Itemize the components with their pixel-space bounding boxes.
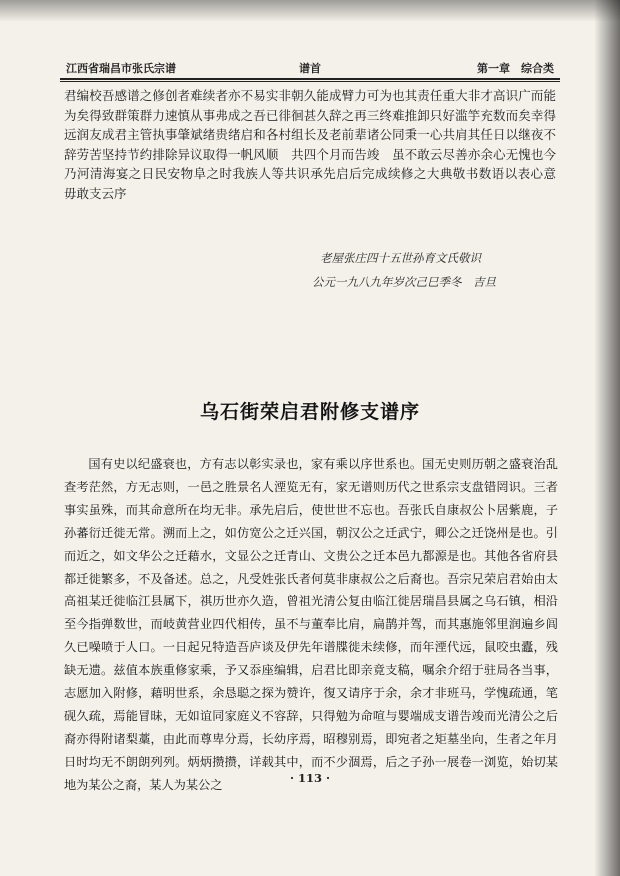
page-top-shadow [0,0,620,22]
header-rule [60,78,560,82]
preface-continuation: 君编校吾感谱之修创者难续者亦不易实非朝久能成臂力可为也其责任重大非才高识广而能为矣得致群策群力速慎从事弗成之吾已徘徊甚久辞之再三终难推卸只好滥竽充数而矣幸得远润友成君主管执事肇斌绪贵绪启和各村组长及老前辈诸公同秉一心共肩其任日以继夜不辞劳苦坚持节约排除异议取得一帆风顺 共四个月而告竣 虽不敢云尽善亦余心无愧也今乃河清海宴之日民安物阜之时我族人等共识承先启后完成续修之大典敬书数语以表心意 毋敢支云序 [64,88,569,201]
header-chapter: 第一章 综合类 [477,62,554,75]
preface-signature: 老屋张庄四十五世孙育文氏敬识 [320,251,481,265]
article-title: 乌石街荣启君附修支谱序 [199,401,420,423]
header-section: 谱首 [299,62,321,75]
article-body: 国有史以纪盛衰也，方有志以彰实录也，家有乘以序世系也。国无史则历朝之盛衰治乱查考茫然，方无志则，一邑之胜景名人湮览无有，家无谱则历代之世系宗支盘错罔识。三者事实虽殊，而其命意所在均无非。承先启后，使世世不忘也。吾张氏自康叔公卜居紫鹿，子孙蕃衍迁徙无常。溯而上之，如仿宽公之迁兴国，朝汉公之迁武宁，卿公之迁饶州是也。引而近之，如文华公之迁藉水，文显公之迁青山、文贵公之迁本邑九都源是也。其他各省府县都迁徙繁多，不及备述。总之，凡受姓张氏者何莫非康叔公之后裔也。吾宗兄荣启君始由太高祖某迁徙临江县属下，祺历世亦久造，曾祖光清公复由临江徙居瑞昌县属之乌石镇，相沿至今指弹数世，而岐黄营业四代相传，虽不与董奉比肩，扁鹊并驾，而其惠施邻里润遍乡闾久已噪喷于人口。一日起兄特造吾庐谈及伊先年谱牒徙未续修，而年湮代远，鼠咬虫蠹，残缺无遗。兹值本族重修家乘，予又忝座编辑，启君比即亲竟支稿，嘱余介绍于驻局各当事，志愿加入附修，藉明世系，余恳聪之探为赞许，復又请序于余，余才非班马，学愧疏通，笔砚久疏，焉能冒昧，无如谊同家庭义不容辞，只得勉为命喧与婴端成支谱告竣而光清公之后裔亦得附诸梨藁，由此而尊卑分焉，长幼序焉，昭穆别焉，即宛者之矩墓坐向，生者之年月日时均无不朗朗列列。炳炳攒攒，详载其中，而不少涸焉，后之子孙一展卷一浏览，始切某地为某公之裔，某人为某公之 [64,457,558,792]
preface-date: 公元一九八九年岁次己巳季冬 吉旦 [312,275,496,289]
page-number: · 113 · [289,771,331,785]
header-book-title: 江西省瑞昌市张氏宗谱 [66,62,176,75]
running-header [60,56,560,78]
binding-shadow [594,0,620,876]
